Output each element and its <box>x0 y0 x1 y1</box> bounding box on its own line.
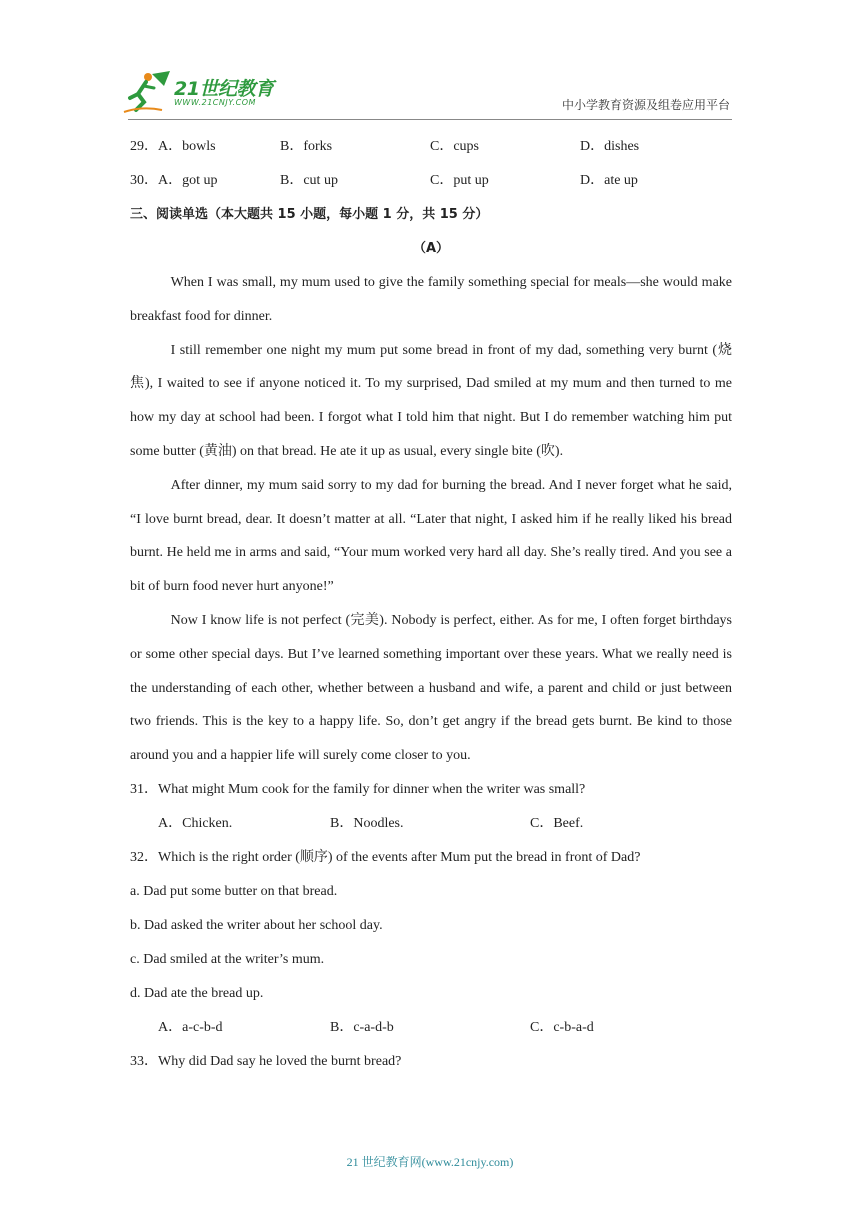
option-b: B．c-a-d-b <box>330 1019 394 1035</box>
option-a: A．a-c-b-d <box>158 1019 223 1035</box>
option-b: B．Noodles. <box>330 815 404 831</box>
question-number: 29． <box>130 139 158 154</box>
question-29 <box>130 130 732 164</box>
platform-label: 中小学教育资源及组卷应用平台 <box>561 98 730 112</box>
passage-label: （A） <box>412 241 450 256</box>
event-a: a. Dad put some butter on that bread. <box>130 883 338 899</box>
option-c: C．c-b-a-d <box>530 1019 594 1035</box>
question-32-options <box>130 1011 732 1045</box>
option-d: D．dishes <box>580 139 640 154</box>
event-b: b. Dad asked the writer about her school day. <box>130 917 383 933</box>
option-c: C．cups <box>430 139 479 154</box>
option <box>130 164 280 198</box>
logo-title: 21世纪教育 <box>174 78 274 100</box>
section-heading: 三、阅读单选（本大题共 15 小题，每小题 1 分，共 15 分） <box>130 207 489 222</box>
question-30 <box>130 164 732 198</box>
option-b: B．cut up <box>280 173 338 188</box>
question-31-options <box>130 807 732 841</box>
document-body <box>130 130 732 1079</box>
option-a: A．got up <box>158 173 218 188</box>
option-a: A．Chicken. <box>158 815 233 831</box>
passage-paragraph-1: When I was small, my mum used to give the family something special for meals—she would make breakfast food for dinner. <box>130 275 732 324</box>
passage-paragraph-2: I still remember one night my mum put some bread in front of my dad, something very burnt (烧焦), I waited to see if anyone noticed it. To my surprised, Dad smiled at my mum and then turned to me how my day at school had been. I forgot what I told him that night. But I do remember watching him put some butter (黄油) on that bread. He ate it up as usual, every single bite (吹). <box>130 342 732 459</box>
question-31-text: 31．What might Mum cook for the family for dinner when the writer was small? <box>130 781 586 797</box>
logo-url: WWW.21CNJY.COM <box>174 98 256 107</box>
page-header <box>0 0 860 130</box>
question-33-text: 33．Why did Dad say he loved the burnt bread? <box>130 1053 402 1069</box>
option-c: C．put up <box>430 173 489 188</box>
option <box>130 130 280 164</box>
option-c: C．Beef. <box>530 815 584 831</box>
question-number: 30． <box>130 173 158 188</box>
option-b: B．forks <box>280 139 333 154</box>
page-footer[interactable]: 21 世纪教育网(www.21cnjy.com) <box>346 1155 514 1169</box>
header-divider <box>128 119 732 120</box>
site-logo[interactable] <box>122 68 292 114</box>
option-d: D．ate up <box>580 173 638 188</box>
passage-paragraph-3: After dinner, my mum said sorry to my dad for burning the bread. And I never forget what he said, “I love burnt bread, dear. It doesn’t matter at all. “Later that night, I asked him if he really liked his bread burnt. He held me in arms and said, “Your mum worked very hard all day. She’s really tired. And you see a bit of burn food never hurt anyone!” <box>130 477 732 595</box>
runner-logo-icon <box>122 68 174 114</box>
event-d: d. Dad ate the bread up. <box>130 985 264 1001</box>
question-32-text: 32．Which is the right order (顺序) of the events after Mum put the bread in front of Dad? <box>130 849 641 865</box>
event-c: c. Dad smiled at the writer’s mum. <box>130 951 325 967</box>
option-a: A．bowls <box>158 139 216 154</box>
passage-paragraph-4: Now I know life is not perfect (完美). Nobody is perfect, either. As for me, I often forget birthdays or some other special days. But I’ve learned something important over these years. What we really need is the understanding of each other, whether between a husband and wife, a parent and child or just between two friends. This is the key to a happy life. So, don’t get angry if the bread gets burnt. Be kind to those around you and a happier life will surely come closer to you. <box>130 612 732 764</box>
